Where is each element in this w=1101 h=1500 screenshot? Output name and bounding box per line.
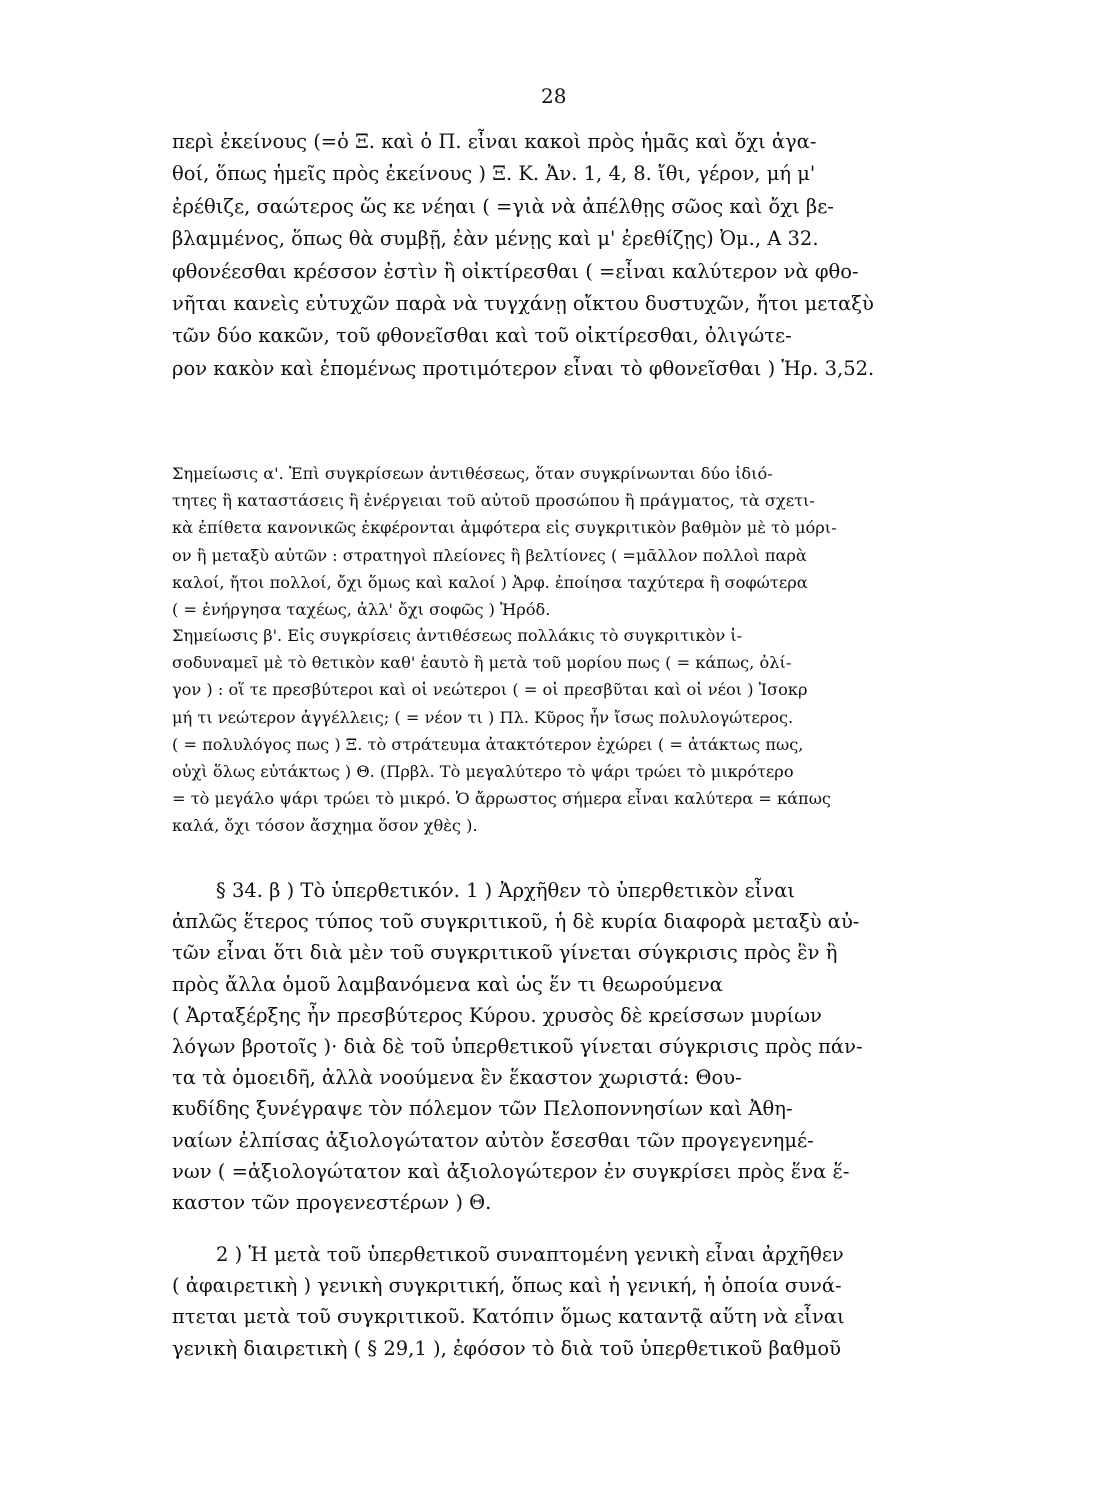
section-heading-line: § 34. β ) Τὸ ὑπερθετικόν. 1 ) Ἀρχῆθεν τὸ ὑπερθετικὸν εἶναι [216,879,796,902]
text-line: πρὸς ἄλλα ὁμοῦ λαμβανόμενα καὶ ὡς ἕν τι θεωρούμενα [172,972,723,996]
text-line: ρον κακὸν καὶ ἑπομένως προτιμότερον εἶναι τὸ φθονεῖσθαι ) Ἡρ. 3,52. [172,356,875,380]
text-line: ( ἀφαιρετικὴ ) γενικὴ συγκριτική, ὅπως καὶ ἡ γενική, ἡ ὁποία συνά- [172,1274,842,1298]
note-line: Σημείωσις β'. Εἰς συγκρίσεις ἀντιθέσεως πολλάκις τὸ συγκριτικὸν ἰ- [172,626,743,645]
text-line: ( Ἀρταξέρξης ἦν πρεσβύτερος Κύρου. χρυσὸς δὲ κρείσσων μυρίων [172,1003,822,1027]
text-line: ναίων ἐλπίσας ἀξιολογώτατον αὐτὸν ἔσεσθαι τῶν προγεγενημέ- [172,1128,814,1152]
note-line: κὰ ἐπίθετα κανονικῶς ἐκφέρονται ἀμφότερα εἰς συγκριτικὸν βαθμὸν μὲ τὸ μόρι- [172,518,837,538]
note-line: ( = πολυλόγος πως ) Ξ. τὸ στράτευμα ἀτακτότερον ἐχώρει ( = ἀτάκτως πως, [172,734,804,754]
note-line: καλά, ὄχι τόσον ἄσχημα ὅσον χθὲς ). [172,816,478,836]
note-line: οὐχὶ ὅλως εὐτάκτως ) Θ. (Πρβλ. Τὸ μεγαλύτερο τὸ ψάρι τρώει τὸ μικρότερο [172,762,794,782]
note-line: τητες ἢ καταστάσεις ἢ ἐνέργειαι τοῦ αὐτοῦ προσώπου ἢ πράγματος, τὰ σχετι- [172,491,815,511]
section-34 [172,875,1008,1218]
text-line: πτεται μετὰ τοῦ συγκριτικοῦ. Κατόπιν ὅμως καταντᾷ αὕτη νὰ εἶναι [172,1305,845,1329]
text-line: λόγων βροτοῖς )· διὰ δὲ τοῦ ὑπερθετικοῦ γίνεται σύγκρισις πρὸς πάν- [172,1035,863,1059]
note-alpha [172,460,1008,623]
note-line: ον ἢ μεταξὺ αὐτῶν : στρατηγοὶ πλείονες ἢ βελτίονες ( =μᾶλλον πολλοὶ παρὰ [172,545,807,565]
text-line: ἐρέθιζε, σαώτερος ὥς κε νέηαι ( =γιὰ νὰ ἀπέλθῃς σῶος καὶ ὄχι βε- [172,194,834,218]
text-line: ἁπλῶς ἕτερος τύπος τοῦ συγκριτικοῦ, ἡ δὲ κυρία διαφορὰ μεταξὺ αὐ- [172,910,860,934]
paragraph-1 [172,126,1008,385]
note-line: = τὸ μεγάλο ψάρι τρώει τὸ μικρό. Ὁ ἄρρωστος σήμερα εἶναι καλύτερα = κάπως [172,789,831,809]
note-line: Σημείωσις α'. Ἐπὶ συγκρίσεων ἀντιθέσεως, ὅταν συγκρίνωνται δύο ἰδιό- [172,464,773,483]
text-line: τῶν δύο κακῶν, τοῦ φθονεῖσθαι καὶ τοῦ οἰκτίρεσθαι, ὀλιγώτε- [172,324,792,348]
text-line: τῶν εἶναι ὅτι διὰ μὲν τοῦ συγκριτικοῦ γίνεται σύγκρισις πρὸς ἓν ἢ [172,941,838,965]
page-number: 28 [541,84,567,108]
text-line: καστον τῶν προγενεστέρων ) Θ. [172,1191,492,1215]
text-line: γενικὴ διαιρετικὴ ( § 29,1 ), ἐφόσον τὸ διὰ τοῦ ὑπερθετικοῦ βαθμοῦ [172,1336,841,1360]
text-line: 2 ) Ἡ μετὰ τοῦ ὑπερθετικοῦ συναπτομένη γενικὴ εἶναι ἀρχῆθεν [216,1243,844,1266]
text-line: νων ( =ἀξιολογώτατον καὶ ἀξιολογώτερον ἐν συγκρίσει πρὸς ἕνα ἕ- [172,1159,850,1183]
text-line: περὶ ἐκείνους (=ὁ Ξ. καὶ ὁ Π. εἶναι κακοὶ πρὸς ἡμᾶς καὶ ὄχι ἀγα- [172,130,817,153]
note-line: σοδυναμεῖ μὲ τὸ θετικὸν καθ' ἑαυτὸ ἢ μετὰ τοῦ μορίου πως ( = κάπως, ὀλί- [172,653,792,673]
text-line: τα τὰ ὁμοειδῆ, ἀλλὰ νοούμενα ἓν ἕκαστον χωριστά: Θου- [172,1066,742,1090]
note-beta [172,622,1008,840]
text-line: νῆται κανεὶς εὐτυχῶν παρὰ νὰ τυγχάνῃ οἴκτου δυστυχῶν, ἤτοι μεταξὺ [172,292,874,316]
note-line: καλοί, ἤτοι πολλοί, ὄχι ὅμως καὶ καλοί ) Ἀρφ. ἐποίησα ταχύτερα ἢ σοφώτερα [172,572,808,592]
text-line: βλαμμένος, ὅπως θὰ συμβῇ, ἐὰν μένῃς καὶ μ' ἐρεθίζῃς) Ὀμ., Α 32. [172,227,819,251]
note-line: μή τι νεώτερον ἀγγέλλεις; ( = νέον τι ) Πλ. Κῦρος ἦν ἴσως πολυλογώτερος. [172,707,794,727]
text-line: κυδίδης ξυνέγραψε τὸν πόλεμον τῶν Πελοποννησίων καὶ Ἀθη- [172,1097,793,1121]
paragraph-2 [172,1239,1008,1364]
text-line: φθονέεσθαι κρέσσον ἐστὶν ἢ οἰκτίρεσθαι ( =εἶναι καλύτερον νὰ φθο- [172,259,859,283]
note-line: γον ) : οἵ τε πρεσβύτεροι καὶ οἱ νεώτεροι ( = οἱ πρεσβῦται καὶ οἱ νέοι ) Ἰσοκρ [172,680,808,700]
note-line: ( = ἐνήργησα ταχέως, ἀλλ' ὄχι σοφῶς ) Ἡρόδ. [172,600,551,620]
text-line: θοί, ὅπως ἡμεῖς πρὸς ἐκείνους ) Ξ. Κ. Ἀν. 1, 4, 8. ἴθι, γέρον, μή μ' [172,162,816,186]
